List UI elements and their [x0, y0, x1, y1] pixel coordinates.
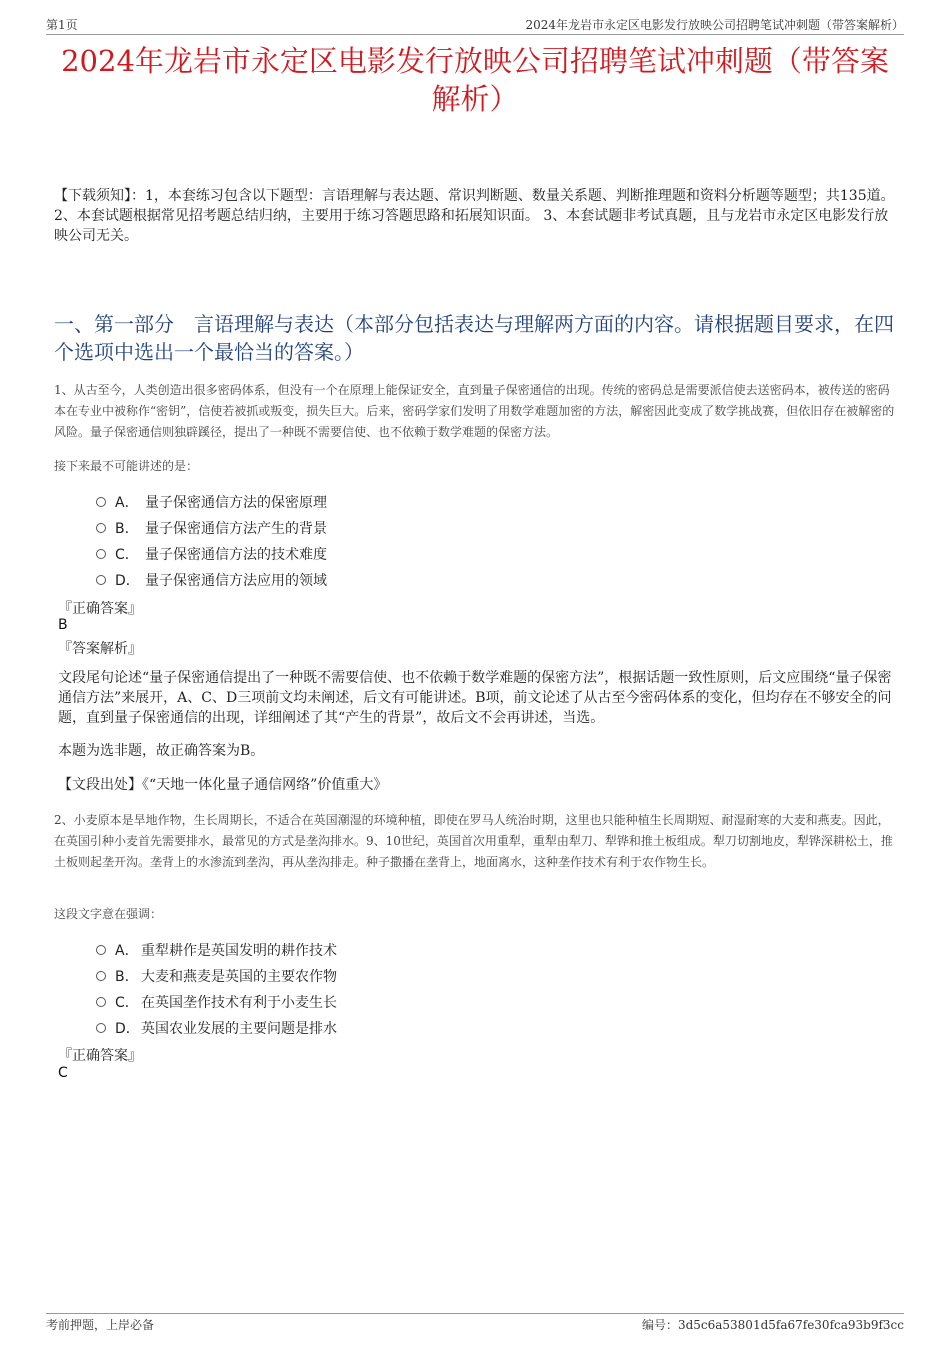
q1-source: 【文段出处】《“天地一体化量子通信网络”价值重大》 [58, 777, 388, 793]
q2-option-d[interactable]: D．英国农业发展的主要问题是排水 [96, 1018, 337, 1038]
radio-icon[interactable] [96, 997, 106, 1007]
q1-option-c[interactable]: C． 量子保密通信方法的技术难度 [96, 544, 327, 564]
page-header [46, 14, 904, 35]
q1-conclusion: 本题为选非题，故正确答案为B。 [58, 743, 265, 759]
question-1-text: 1、从古至今，人类创造出很多密码体系，但没有一个在原理上能保证安全，直到量子保密通信的出现。传统的密码总是需要派信使去送密码本，被传送的密码本在专业中被称作“密钥”，信使若被抓或叛变，损失巨大。后来，密码学家们发明了用数学难题加密的方法，解密因此变成了数学挑战赛，但依旧存在被解密的风险。量子保密通信则独辟蹊径，提出了一种既不需要信使、也不依赖于数学难题的保密方法。 [54, 383, 895, 439]
q2-option-c[interactable]: C． 在英国垄作技术有利于小麦生长 [96, 992, 337, 1012]
q1-option-b[interactable]: B． 量子保密通信方法产生的背景 [96, 518, 327, 538]
radio-icon[interactable] [96, 497, 106, 507]
radio-icon[interactable] [96, 575, 106, 585]
radio-icon[interactable] [96, 549, 106, 559]
question-2-prompt: 这段文字意在强调： [54, 907, 163, 921]
q1-option-d[interactable]: D． 量子保密通信方法应用的领域 [96, 570, 327, 590]
page-number: 第1页 [46, 18, 78, 32]
q1-analysis-label: 『答案解析』 [58, 641, 142, 657]
q2-option-b[interactable]: B． 大麦和燕麦是英国的主要农作物 [96, 966, 337, 986]
section-heading: 一、第一部分 言语理解与表达（本部分包括表达与理解两方面的内容。请根据题目要求，在四个选项中选出一个最恰当的答案。） [54, 312, 894, 364]
page-footer [46, 1313, 904, 1334]
footer-slogan: 考前押题，上岸必备 [46, 1318, 155, 1332]
question-1-prompt: 接下来最不可能讲述的是： [54, 459, 199, 473]
q1-analysis: 文段尾句论述“量子保密通信提出了一种既不需要信使、也不依赖于数学难题的保密方法”，根据话题一致性原则，后文应围绕“量子保密通信方法”来展开，A、C、D三项前文均未阐述，后文有可能讲述。B项，前文论述了从古至今密码体系的变化，但均存在不够安全的问题，直到量子保密通信的出现，详细阐述了其“产生的背景”，故后文不会再讲述，当选。 [58, 670, 892, 726]
radio-icon[interactable] [96, 971, 106, 981]
footer-doc-id: 编号：3d5c6a53801d5fa67fe30fca93b9f3cc [641, 1318, 904, 1332]
q1-option-a[interactable]: A． 量子保密通信方法的保密原理 [96, 492, 327, 512]
question-2-text: 2、小麦原本是旱地作物，生长周期长，不适合在英国潮湿的环境种植，即使在罗马人统治时期，这里也只能种植生长周期短、耐湿耐寒的大麦和燕麦。因此，在英国引种小麦首先需要排水，最常见的方式是垄沟排水。9、10世纪，英国首次用重犁，重犁由犁刀、犁铧和推土板组成。犁刀切割地皮，犁铧深耕松土，推土板则起垄开沟。垄背上的水渗流到垄沟，再从垄沟排走。种子撒播在垄背上，地面离水，这种垄作技术有利于农作物生长。 [54, 813, 893, 869]
radio-icon[interactable] [96, 945, 106, 955]
q2-answer-label: 『正确答案』 [58, 1048, 142, 1064]
q2-answer: C [58, 1065, 68, 1081]
page-title: 2024年龙岩市永定区电影发行放映公司招聘笔试冲刺题（带答案解析） [61, 44, 889, 116]
radio-icon[interactable] [96, 1023, 106, 1033]
q2-option-a[interactable]: A． 重犁耕作是英国发明的耕作技术 [96, 940, 337, 960]
header-doc-title: 2024年龙岩市永定区电影发行放映公司招聘笔试冲刺题（带答案解析） [525, 18, 904, 32]
download-notice: 【下载须知】：1，本套练习包含以下题型：言语理解与表达题、常识判断题、数量关系题、判断推理题和资料分析题等题型；共135道。 2、本套试题根据常见招考题总结归纳，主要用于练习答题思路和拓展知识面。 3、本套试题非考试真题，且与龙岩市永定区电影发行放映公司无关。 [54, 188, 895, 244]
q1-answer: B [58, 617, 68, 633]
q1-answer-label: 『正确答案』 [58, 601, 142, 617]
radio-icon[interactable] [96, 523, 106, 533]
